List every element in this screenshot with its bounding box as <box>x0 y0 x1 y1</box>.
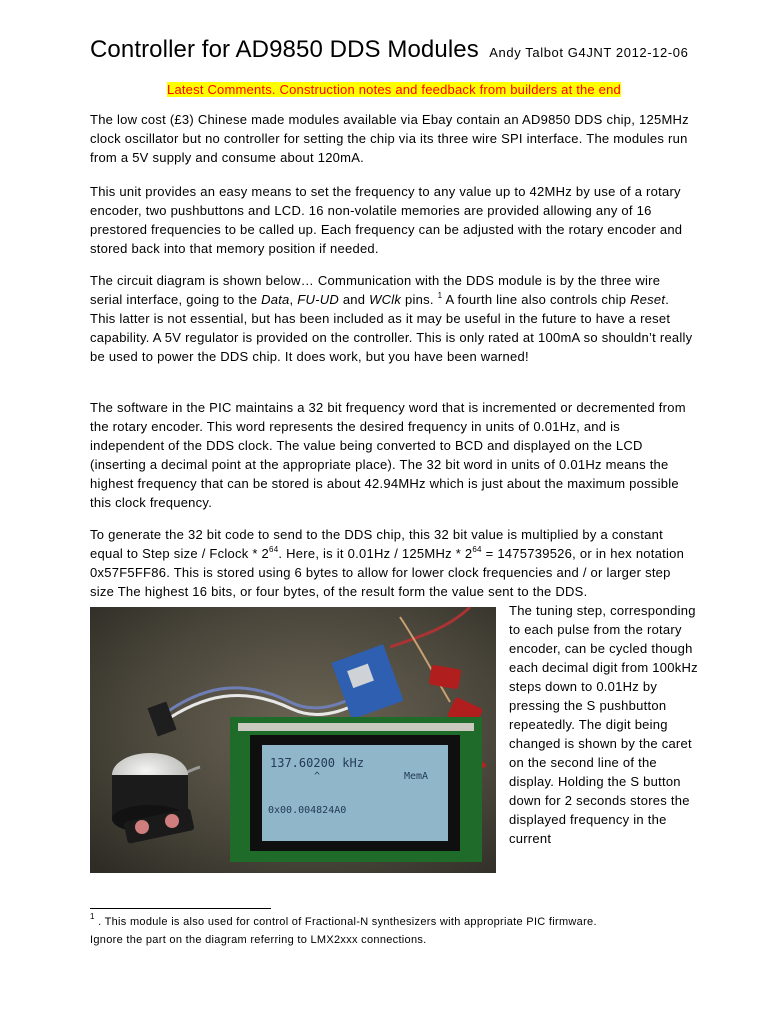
data-pin-label: Data <box>261 292 290 307</box>
lcd-header-pins <box>238 723 474 731</box>
wclk-pin-label: WClk <box>369 292 402 307</box>
lcd-memory-label: MemA <box>404 771 429 782</box>
paragraph-software <box>90 398 696 512</box>
author-date: Andy Talbot G4JNT 2012-12-06 <box>489 45 689 60</box>
paragraph-text: The low cost (£3) Chinese made modules available via Ebay contain an AD9850 DDS chip, 125MHz clock oscillator but no controller for setting the chip via its three wire SPI interface. The modules run from a 5V supply and consume about 120mA. <box>90 112 689 165</box>
fuud-pin-label: FU-UD <box>297 292 339 307</box>
photo-drawing <box>90 607 496 873</box>
footnote-line-1: $^1$ . This module is also used for control of Fractional-N synthesizers with appropriate PIC firmware. <box>90 912 597 928</box>
paragraph-text: The software in the PIC maintains a 32 bit frequency word that is incremented or decremented from the rotary encoder. This word represents the desired frequency in units of 0.01Hz, and is independent of the DDS clock. The value being converted to BCD and displayed on the LCD (inserting a decimal point at the appropriate place). The 32 bit word in units of 0.01Hz means the highest frequency that can be stored is about 42.94MHz which is just about the maximum possible this clock frequency. <box>90 400 686 510</box>
paragraph-text: To generate the 32 bit code to send to the DDS chip, this 32 bit value is multiplied by a constant equal to Step size / Fclock * $2^{64}$. Here, is it $0.01Hz / 125MHz * 2^{64} = 1475739526$, or in hex notation 0x57F5FF86. This is stored using 6 bytes to allow for lower clock frequencies and / or larger step size The highest 16 bits, or four bytes, of the result form the value sent to the DDS. <box>90 527 685 599</box>
footnote-line-2: Ignore the part on the diagram referring to LMX2xxx connections. <box>90 934 427 946</box>
document-title: Controller for AD9850 DDS Modules <box>90 36 479 63</box>
footnote-number: 1 <box>90 912 95 921</box>
exponent: 64 <box>472 545 482 554</box>
lcd-hex-word: 0x00.004824A0 <box>268 805 347 816</box>
footnote <box>90 913 698 949</box>
controller-photo <box>90 607 496 873</box>
exponent: 64 <box>269 545 279 554</box>
title-line <box>90 36 688 64</box>
latest-comments-line <box>90 81 698 99</box>
pushbutton-m <box>165 814 179 828</box>
latest-comments-note: Latest Comments. Construction notes and feedback from builders at the end <box>167 82 621 97</box>
paragraph-intro <box>90 110 696 167</box>
reset-label: Reset <box>630 292 666 307</box>
paragraph-circuit <box>90 271 696 366</box>
footnote-separator <box>90 908 271 909</box>
pushbutton-s <box>135 820 149 834</box>
side-paragraph-tuning <box>509 601 699 848</box>
paragraph-text: This unit provides an easy means to set the frequency to any value up to 42MHz by use of a rotary encoder, two pushbuttons and LCD. 16 non-volatile memories are provided allowing any of 16 prestored frequencies to be called up. Each frequency can be adjusted with the rotary encoder and stored back into that memory position if needed. <box>90 184 683 256</box>
lcd-frequency: 137.60200 kHz <box>270 756 364 770</box>
paragraph-text: The tuning step, corresponding to each pulse from the rotary encoder, can be cycled though each decimal digit from 100kHz steps down to 0.01Hz by pressing the S pushbutton repeatedly. The digit being changed is shown by the caret on the second line of the display. Holding the S button down for 2 seconds stores the displayed frequency in the current <box>509 603 698 846</box>
footnote-reference[interactable]: 1 <box>437 291 443 300</box>
paragraph-text: The circuit diagram is shown below… Communication with the DDS module is by the three wire serial interface, going to the Data, FU-UD and WClk pins. $^1$ A fourth line also controls chip Reset. This latter is not essential, but has been included as it may be useful in the future to have a reset capability. A 5V regulator is provided on the controller. This is only rated at 100mA so shouldn’t really be used to power the DDS chip. It does work, but you have been warned! <box>90 273 693 364</box>
lcd-caret: ^ <box>314 771 321 782</box>
paragraph-code-generation <box>90 525 696 601</box>
paragraph-features <box>90 182 696 258</box>
